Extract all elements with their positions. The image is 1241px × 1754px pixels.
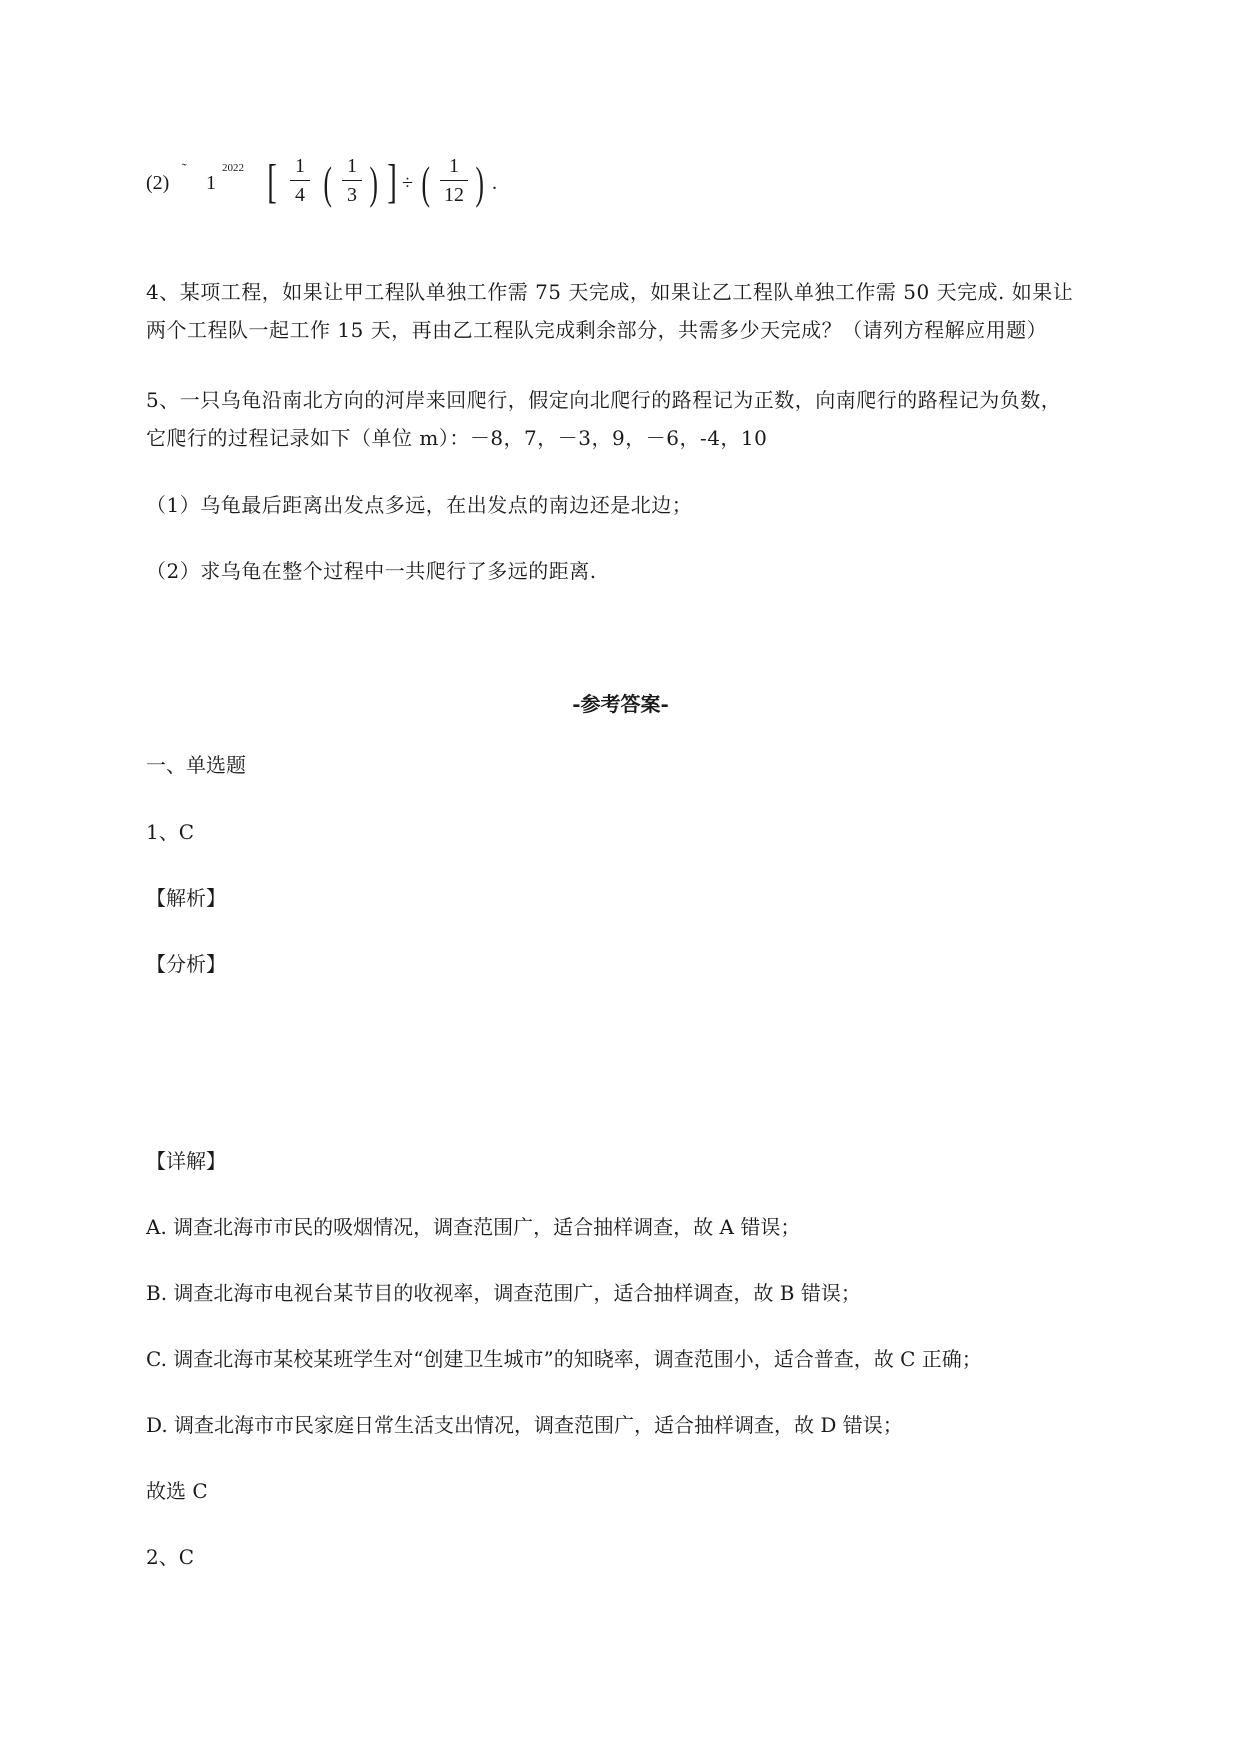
base-number: 1 [206,172,216,194]
close-paren: ) [475,157,484,208]
problem-4-line-2: 两个工程队一起工作 15 天，再由乙工程队完成剩余部分，共需多少天完成？（请列方程解应用题） [146,318,1048,342]
tilde-symbol: ˜ [182,162,187,177]
open-paren: ( [323,157,332,208]
analysis-label: 【解析】 [146,886,226,910]
problem-5-line-1: 5、一只乌龟沿南北方向的河岸来回爬行，假定向北爬行的路程记为正数，向南爬行的路程记为负数， [146,388,1062,412]
option-a-explanation: A. 调查北海市市民的吸烟情况，调查范围广，适合抽样调查，故 A 错误； [146,1215,801,1239]
fraction-one-quarter [290,154,310,207]
fraction-one-third [342,154,362,207]
problem-5-question-2: （2）求乌龟在整个过程中一共爬行了多远的距离. [146,559,597,583]
fraction-denominator: 4 [295,184,305,206]
fraction-denominator: 3 [347,184,357,206]
option-b-explanation: B. 调查北海市电视台某节目的收视率，调查范围广，适合抽样调查，故 B 错误； [146,1281,861,1305]
item-label: (2) [146,172,170,194]
detail-label: 【详解】 [146,1149,226,1173]
fraction-numerator: 1 [347,155,357,177]
fenxi-label: 【分析】 [146,952,226,976]
option-d-explanation: D. 调查北海市市民家庭日常生活支出情况，调查范围广，适合抽样调查，故 D 错误； [146,1413,903,1437]
section-title: 一、单选题 [146,753,246,777]
open-paren: ( [421,157,430,208]
fraction-one-twelfth [440,154,468,207]
option-c-explanation: C. 调查北海市某校某班学生对“创建卫生城市”的知晓率，调查范围小，适合普查，故 C 正确； [146,1347,982,1371]
exponent: 2022 [222,162,244,174]
problem-4-line-1: 4、某项工程，如果让甲工程队单独工作需 75 天完成，如果让乙工程队单独工作需 50 天完成. 如果让 [146,280,1074,304]
problem-5-question-1: （1）乌龟最后距离出发点多远，在出发点的南边还是北边； [146,493,693,517]
fraction-bar [342,180,362,181]
conclusion: 故选 C [146,1479,208,1503]
fraction-numerator: 1 [295,155,305,177]
divide-sign: ÷ [402,172,413,194]
close-paren: ) [369,157,378,208]
fraction-numerator: 1 [449,155,459,177]
fraction-bar [290,180,310,181]
answers-heading: -参考答案- [572,692,669,716]
open-bracket: [ [267,155,277,208]
fraction-denominator: 12 [444,184,464,206]
answer-2: 2、C [146,1545,195,1569]
fraction-bar [440,180,468,181]
problem-5-line-2: 它爬行的过程记录如下（单位 m）：－8，7，－3，9，－6，-4，10 [146,426,768,450]
answer-1: 1、C [146,820,195,844]
close-bracket: ] [387,155,397,208]
period: . [492,172,497,194]
